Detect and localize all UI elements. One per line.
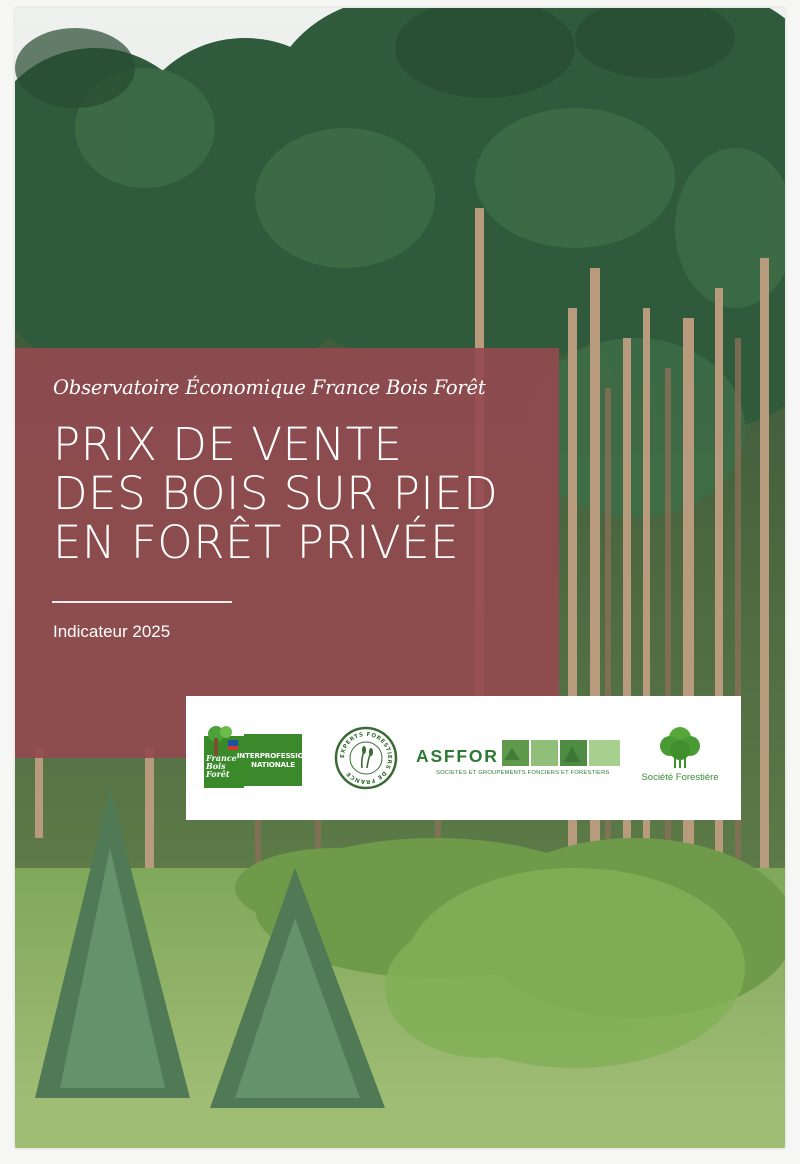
publisher-subtitle: Observatoire Économique France Bois Forêt (53, 376, 486, 399)
report-title (53, 420, 543, 567)
indicator-year: Indicateur 2025 (53, 622, 171, 641)
experts-seal-icon (334, 726, 398, 790)
fbf-wordmark: France Bois Forêt (206, 753, 237, 779)
fbf-box-line: NATIONALE (251, 760, 295, 769)
title-line: EN FORÊT PRIVÉE (53, 516, 460, 569)
societe-forestiere-logo (638, 724, 722, 788)
title-line: PRIX DE VENTE (53, 418, 403, 471)
asffor-tiles-icon (502, 740, 620, 766)
asffor-logo (416, 740, 621, 780)
asffor-tagline: SOCIETES ET GROUPEMENTS FONCIERS ET FORESTIERS (436, 770, 610, 776)
tree-icon (638, 724, 722, 770)
experts-ring-text: EXPERTS FORESTIERS DE FRANCE (339, 731, 393, 785)
partner-logos (186, 696, 741, 820)
title-divider (52, 601, 232, 603)
experts-forestiers-logo (334, 726, 398, 790)
asffor-name: ASFFOR (416, 746, 499, 766)
societe-forestiere-name: Société Forestière (641, 772, 719, 783)
fbf-box-line: INTERPROFESSION (236, 751, 310, 760)
fbf-interprofession-box (236, 734, 310, 786)
title-line: DES BOIS SUR PIED (53, 467, 499, 520)
france-bois-foret-logo (204, 726, 310, 790)
